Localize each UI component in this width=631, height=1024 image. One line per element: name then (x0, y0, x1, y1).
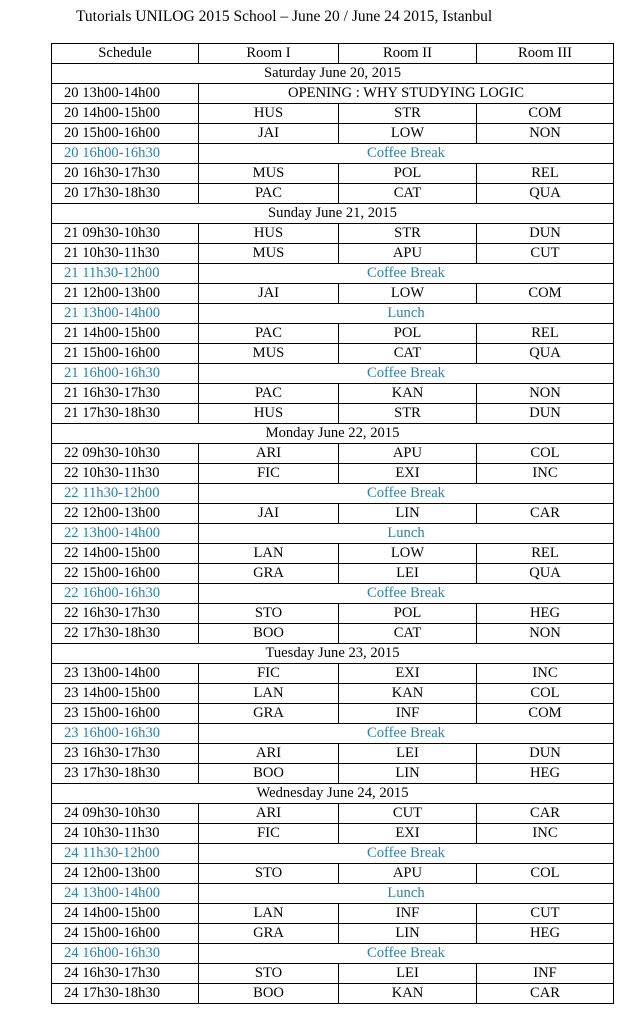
room-3-cell: INF (477, 964, 614, 984)
room-3-cell: CAR (477, 804, 614, 824)
room-1-cell: PAC (199, 324, 339, 344)
room-3-cell: COL (477, 864, 614, 884)
header-room-3: Room III (477, 44, 614, 64)
day-header-row (52, 424, 614, 444)
room-1-cell: MUS (199, 344, 339, 364)
room-3-cell: HEG (477, 924, 614, 944)
room-2-cell: LOW (339, 284, 477, 304)
room-2-cell: LEI (339, 964, 477, 984)
session-row (52, 664, 614, 684)
time-cell: 23 15h00-16h00 (52, 704, 199, 724)
break-label: Coffee Break (199, 144, 614, 164)
room-3-cell: INC (477, 824, 614, 844)
room-1-cell: LAN (199, 684, 339, 704)
room-1-cell: ARI (199, 444, 339, 464)
room-3-cell: INC (477, 664, 614, 684)
schedule-table (51, 43, 614, 1004)
time-cell: 23 17h30-18h30 (52, 764, 199, 784)
room-3-cell: HEG (477, 764, 614, 784)
time-cell: 24 16h30-17h30 (52, 964, 199, 984)
time-cell: 22 12h00-13h00 (52, 504, 199, 524)
room-3-cell: QUA (477, 344, 614, 364)
document-title: Tutorials UNILOG 2015 School – June 20 / June 24 2015, Istanbul (76, 8, 493, 25)
room-2-cell: STR (339, 404, 477, 424)
header-room-1: Room I (199, 44, 339, 64)
room-2-cell: LIN (339, 764, 477, 784)
time-cell: 20 15h00-16h00 (52, 124, 199, 144)
room-1-cell: STO (199, 964, 339, 984)
room-2-cell: APU (339, 444, 477, 464)
room-1-cell: HUS (199, 404, 339, 424)
room-2-cell: STR (339, 224, 477, 244)
break-row (52, 844, 614, 864)
room-2-cell: CAT (339, 344, 477, 364)
day-label: Saturday June 20, 2015 (52, 64, 614, 84)
room-3-cell: COL (477, 444, 614, 464)
break-label: Coffee Break (199, 584, 614, 604)
time-cell: 21 10h30-11h30 (52, 244, 199, 264)
break-label: Lunch (199, 884, 614, 904)
room-3-cell: COM (477, 704, 614, 724)
room-2-cell: EXI (339, 664, 477, 684)
session-row (52, 104, 614, 124)
session-row (52, 684, 614, 704)
time-cell: 24 10h30-11h30 (52, 824, 199, 844)
room-2-cell: LEI (339, 564, 477, 584)
room-1-cell: BOO (199, 624, 339, 644)
time-cell: 21 09h30-10h30 (52, 224, 199, 244)
time-cell: 22 14h00-15h00 (52, 544, 199, 564)
room-2-cell: CAT (339, 184, 477, 204)
room-3-cell: INC (477, 464, 614, 484)
break-row (52, 304, 614, 324)
day-header-row (52, 784, 614, 804)
break-label: Lunch (199, 524, 614, 544)
break-row (52, 484, 614, 504)
time-cell: 20 16h30-17h30 (52, 164, 199, 184)
session-row (52, 284, 614, 304)
room-3-cell: NON (477, 124, 614, 144)
room-1-cell: ARI (199, 744, 339, 764)
break-row (52, 364, 614, 384)
room-1-cell: BOO (199, 764, 339, 784)
time-cell: 20 16h00-16h30 (52, 144, 199, 164)
room-2-cell: LIN (339, 504, 477, 524)
opening-label: OPENING : WHY STUDYING LOGIC (199, 84, 614, 104)
room-1-cell: FIC (199, 664, 339, 684)
session-row (52, 904, 614, 924)
room-3-cell: REL (477, 544, 614, 564)
room-1-cell: JAI (199, 124, 339, 144)
break-row (52, 524, 614, 544)
day-label: Monday June 22, 2015 (52, 424, 614, 444)
table-header-row (52, 44, 614, 64)
session-row (52, 744, 614, 764)
room-2-cell: INF (339, 904, 477, 924)
room-1-cell: PAC (199, 384, 339, 404)
room-1-cell: MUS (199, 164, 339, 184)
time-cell: 22 15h00-16h00 (52, 564, 199, 584)
day-header-row (52, 64, 614, 84)
time-cell: 21 15h00-16h00 (52, 344, 199, 364)
room-2-cell: KAN (339, 384, 477, 404)
room-3-cell: NON (477, 624, 614, 644)
break-label: Coffee Break (199, 484, 614, 504)
room-1-cell: GRA (199, 924, 339, 944)
break-label: Lunch (199, 304, 614, 324)
room-3-cell: QUA (477, 184, 614, 204)
room-3-cell: CUT (477, 244, 614, 264)
time-cell: 24 09h30-10h30 (52, 804, 199, 824)
break-label: Coffee Break (199, 264, 614, 284)
break-label: Coffee Break (199, 844, 614, 864)
room-1-cell: LAN (199, 904, 339, 924)
room-1-cell: FIC (199, 824, 339, 844)
session-row (52, 384, 614, 404)
time-cell: 21 14h00-15h00 (52, 324, 199, 344)
room-1-cell: ARI (199, 804, 339, 824)
break-label: Coffee Break (199, 944, 614, 964)
room-3-cell: CAR (477, 984, 614, 1004)
room-2-cell: LEI (339, 744, 477, 764)
room-1-cell: JAI (199, 504, 339, 524)
room-3-cell: DUN (477, 224, 614, 244)
time-cell: 22 16h00-16h30 (52, 584, 199, 604)
session-row (52, 344, 614, 364)
time-cell: 23 16h00-16h30 (52, 724, 199, 744)
time-cell: 22 09h30-10h30 (52, 444, 199, 464)
room-3-cell: HEG (477, 604, 614, 624)
header-schedule: Schedule (52, 44, 199, 64)
room-1-cell: FIC (199, 464, 339, 484)
room-2-cell: LIN (339, 924, 477, 944)
room-3-cell: COM (477, 104, 614, 124)
time-cell: 21 13h00-14h00 (52, 304, 199, 324)
room-3-cell: REL (477, 324, 614, 344)
room-2-cell: INF (339, 704, 477, 724)
opening-row (52, 84, 614, 104)
time-cell: 24 11h30-12h00 (52, 844, 199, 864)
time-cell: 24 13h00-14h00 (52, 884, 199, 904)
room-2-cell: STR (339, 104, 477, 124)
room-2-cell: CUT (339, 804, 477, 824)
room-2-cell: LOW (339, 544, 477, 564)
session-row (52, 764, 614, 784)
room-3-cell: DUN (477, 744, 614, 764)
time-cell: 20 14h00-15h00 (52, 104, 199, 124)
time-cell: 22 10h30-11h30 (52, 464, 199, 484)
session-row (52, 824, 614, 844)
session-row (52, 224, 614, 244)
session-row (52, 964, 614, 984)
room-2-cell: POL (339, 324, 477, 344)
day-header-row (52, 644, 614, 664)
room-1-cell: PAC (199, 184, 339, 204)
break-row (52, 144, 614, 164)
time-cell: 22 13h00-14h00 (52, 524, 199, 544)
day-label: Tuesday June 23, 2015 (52, 644, 614, 664)
time-cell: 20 13h00-14h00 (52, 84, 199, 104)
session-row (52, 864, 614, 884)
header-room-2: Room II (339, 44, 477, 64)
room-3-cell: DUN (477, 404, 614, 424)
day-label: Wednesday June 24, 2015 (52, 784, 614, 804)
time-cell: 24 17h30-18h30 (52, 984, 199, 1004)
schedule-body (52, 64, 614, 1004)
session-row (52, 624, 614, 644)
session-row (52, 184, 614, 204)
time-cell: 21 16h30-17h30 (52, 384, 199, 404)
session-row (52, 504, 614, 524)
room-2-cell: KAN (339, 684, 477, 704)
break-row (52, 264, 614, 284)
day-header-row (52, 204, 614, 224)
break-row (52, 724, 614, 744)
room-2-cell: APU (339, 864, 477, 884)
time-cell: 22 17h30-18h30 (52, 624, 199, 644)
day-label: Sunday June 21, 2015 (52, 204, 614, 224)
room-2-cell: EXI (339, 464, 477, 484)
room-3-cell: COM (477, 284, 614, 304)
time-cell: 22 16h30-17h30 (52, 604, 199, 624)
break-row (52, 584, 614, 604)
room-3-cell: COL (477, 684, 614, 704)
session-row (52, 124, 614, 144)
time-cell: 20 17h30-18h30 (52, 184, 199, 204)
break-row (52, 944, 614, 964)
session-row (52, 324, 614, 344)
session-row (52, 444, 614, 464)
time-cell: 23 14h00-15h00 (52, 684, 199, 704)
session-row (52, 704, 614, 724)
session-row (52, 564, 614, 584)
room-1-cell: JAI (199, 284, 339, 304)
session-row (52, 544, 614, 564)
time-cell: 24 15h00-16h00 (52, 924, 199, 944)
room-2-cell: LOW (339, 124, 477, 144)
room-3-cell: CUT (477, 904, 614, 924)
room-1-cell: GRA (199, 564, 339, 584)
room-2-cell: KAN (339, 984, 477, 1004)
room-1-cell: MUS (199, 244, 339, 264)
break-label: Coffee Break (199, 724, 614, 744)
session-row (52, 244, 614, 264)
session-row (52, 984, 614, 1004)
session-row (52, 924, 614, 944)
room-1-cell: BOO (199, 984, 339, 1004)
time-cell: 21 12h00-13h00 (52, 284, 199, 304)
room-2-cell: POL (339, 604, 477, 624)
session-row (52, 804, 614, 824)
time-cell: 24 16h00-16h30 (52, 944, 199, 964)
room-1-cell: HUS (199, 104, 339, 124)
session-row (52, 464, 614, 484)
break-row (52, 884, 614, 904)
room-1-cell: HUS (199, 224, 339, 244)
room-1-cell: STO (199, 604, 339, 624)
room-1-cell: STO (199, 864, 339, 884)
time-cell: 21 16h00-16h30 (52, 364, 199, 384)
time-cell: 21 17h30-18h30 (52, 404, 199, 424)
room-2-cell: CAT (339, 624, 477, 644)
time-cell: 24 14h00-15h00 (52, 904, 199, 924)
time-cell: 23 13h00-14h00 (52, 664, 199, 684)
session-row (52, 404, 614, 424)
session-row (52, 604, 614, 624)
time-cell: 21 11h30-12h00 (52, 264, 199, 284)
room-3-cell: CAR (477, 504, 614, 524)
room-2-cell: EXI (339, 824, 477, 844)
time-cell: 24 12h00-13h00 (52, 864, 199, 884)
session-row (52, 164, 614, 184)
time-cell: 23 16h30-17h30 (52, 744, 199, 764)
room-3-cell: NON (477, 384, 614, 404)
room-3-cell: REL (477, 164, 614, 184)
break-label: Coffee Break (199, 364, 614, 384)
room-2-cell: APU (339, 244, 477, 264)
room-2-cell: POL (339, 164, 477, 184)
room-1-cell: GRA (199, 704, 339, 724)
room-3-cell: QUA (477, 564, 614, 584)
time-cell: 22 11h30-12h00 (52, 484, 199, 504)
room-1-cell: LAN (199, 544, 339, 564)
